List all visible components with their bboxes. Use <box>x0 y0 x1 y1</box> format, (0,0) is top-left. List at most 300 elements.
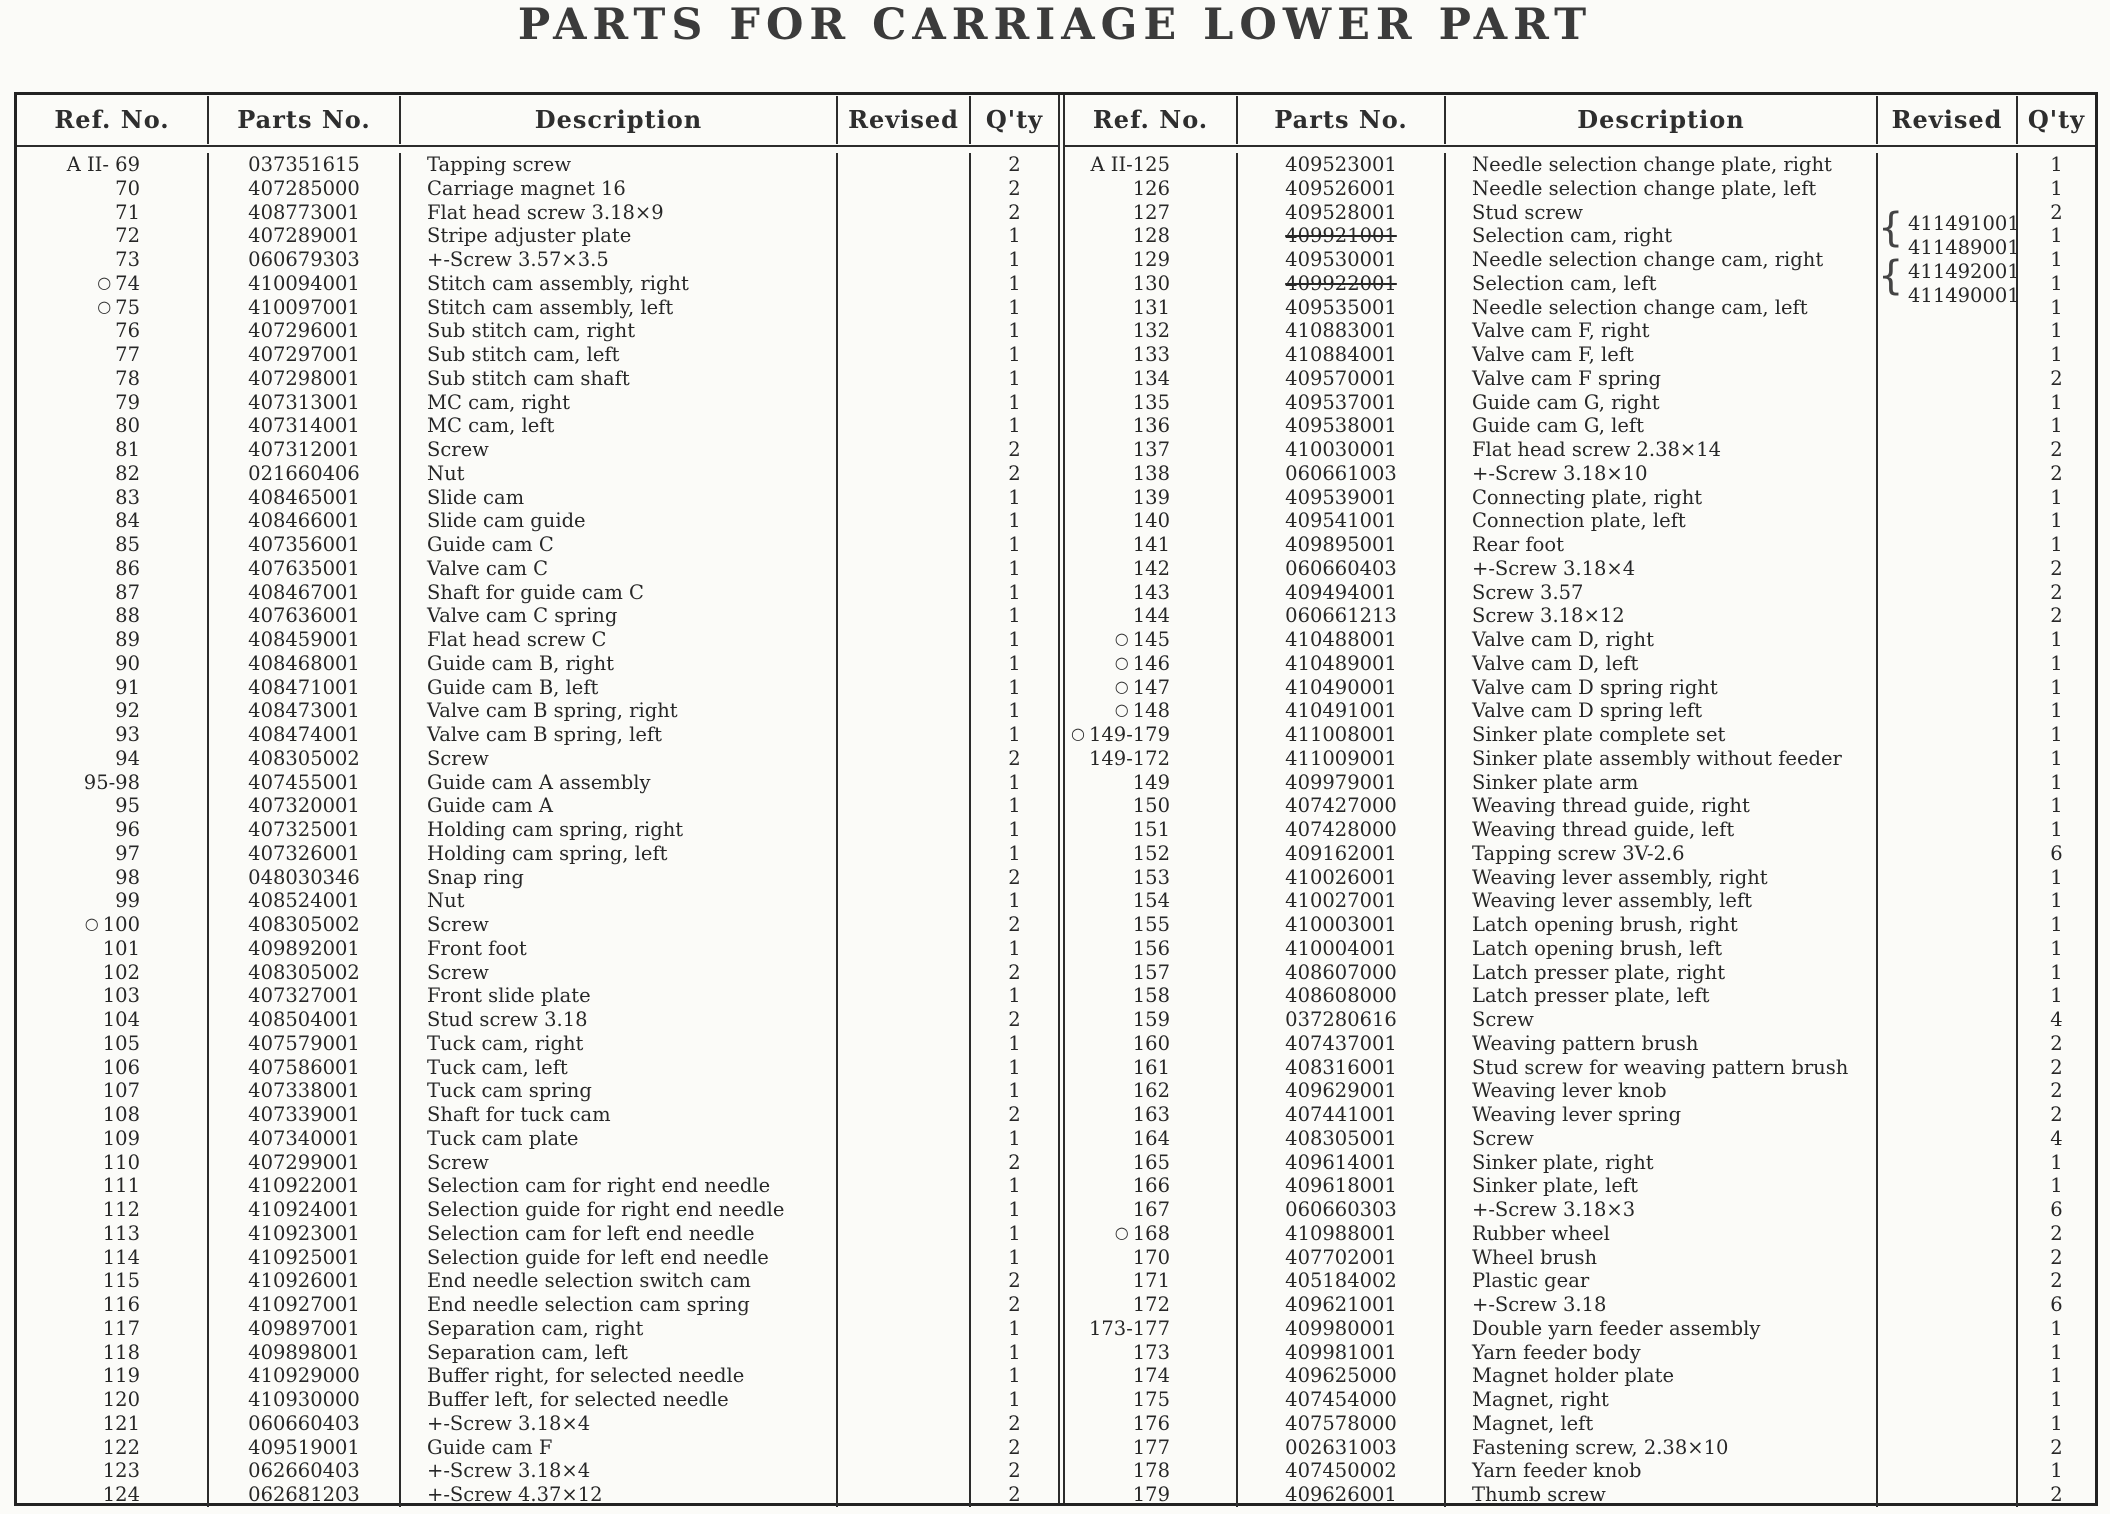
ref-cell: 122 <box>17 1436 209 1460</box>
parts-table <box>14 92 2098 1506</box>
parts-number: 407296001 <box>248 319 360 343</box>
revised-cell <box>838 1341 971 1365</box>
parts-number: 410883001 <box>1285 319 1397 343</box>
parts-number: 407338001 <box>248 1079 360 1103</box>
desc-cell: Valve cam C spring <box>401 604 838 628</box>
parts-cell <box>209 557 401 581</box>
parts-cell <box>209 676 401 700</box>
desc-cell: +-Screw 3.18×4 <box>401 1412 838 1436</box>
parts-number: 411009001 <box>1285 746 1397 770</box>
desc-cell: Screw 3.18×12 <box>1446 604 1878 628</box>
desc-cell: Magnet holder plate <box>1446 1364 1878 1388</box>
qty-cell: 1 <box>2050 1340 2063 1364</box>
parts-cell <box>1238 1364 1446 1388</box>
circle-marker-icon: ○ <box>1114 652 1129 672</box>
table-row <box>1065 1198 2095 1222</box>
desc-cell: Valve cam F, right <box>1446 319 1878 343</box>
desc-cell: Selection cam, left <box>1446 272 1878 296</box>
qty-cell: 1 <box>2050 1150 2063 1174</box>
qty-cell: 2 <box>1008 153 1021 176</box>
parts-cell <box>209 1483 401 1507</box>
parts-cell <box>1238 462 1446 486</box>
table-row <box>17 1412 1058 1436</box>
revised-cell <box>838 343 971 367</box>
qty-cell: 2 <box>2050 461 2063 485</box>
table-row <box>1065 818 2095 842</box>
qty-cell: 1 <box>1008 1198 1021 1221</box>
table-row <box>17 272 1058 296</box>
ref-cell: 123 <box>17 1459 209 1483</box>
ref-cell: 137 <box>1065 438 1238 462</box>
qty-cell: 1 <box>2050 699 2063 723</box>
table-row <box>1065 367 2095 391</box>
table-row <box>17 391 1058 415</box>
revised-cell <box>1878 604 2018 628</box>
qty-cell: 2 <box>1008 1293 1021 1316</box>
parts-number: 408305002 <box>248 960 360 984</box>
revised-cell <box>838 1436 971 1460</box>
ref-cell: 112 <box>17 1198 209 1222</box>
parts-cell <box>209 1293 401 1317</box>
ref-cell: 150 <box>1065 794 1238 818</box>
ref-cell: 142 <box>1065 557 1238 581</box>
revised-cell <box>1878 1127 2018 1151</box>
ref-cell: 117 <box>17 1317 209 1341</box>
desc-cell: Carriage magnet 16 <box>401 177 838 201</box>
table-row <box>1065 509 2095 533</box>
parts-number: 060660303 <box>1285 1198 1397 1221</box>
qty-cell: 2 <box>2050 200 2063 224</box>
revised-cell <box>1878 818 2018 842</box>
desc-cell: Sub stitch cam, left <box>401 343 838 367</box>
revised-pair-brace-icon: { <box>1878 252 1904 299</box>
revised-cell <box>1878 283 2020 320</box>
parts-cell <box>1238 1388 1446 1412</box>
parts-cell <box>1238 699 1446 723</box>
table-row <box>1065 1388 2095 1412</box>
table-row <box>1065 1412 2095 1436</box>
table-row <box>17 533 1058 557</box>
parts-cell <box>1238 1222 1446 1246</box>
parts-number: 060660403 <box>1285 556 1397 580</box>
revised-cell <box>1878 984 2018 1008</box>
desc-cell: Nut <box>401 462 838 486</box>
desc-cell: Holding cam spring, right <box>401 818 838 842</box>
ref-cell: 131 <box>1065 296 1238 320</box>
parts-cell <box>209 842 401 866</box>
ref-cell: 152 <box>1065 842 1238 866</box>
desc-cell: Valve cam B spring, right <box>401 699 838 723</box>
parts-number: 410094001 <box>248 271 360 295</box>
revised-cell <box>1878 842 2018 866</box>
parts-number: 410491001 <box>1285 699 1397 723</box>
parts-number: 409892001 <box>248 936 360 960</box>
revised-cell <box>838 248 971 272</box>
revised-cell <box>838 866 971 890</box>
ref-cell: 127 <box>1065 201 1238 225</box>
parts-number: 048030346 <box>248 865 360 889</box>
desc-cell: Fastening screw, 2.38×10 <box>1446 1436 1878 1460</box>
parts-number: 409618001 <box>1285 1174 1397 1198</box>
revised-cell <box>838 1317 971 1341</box>
qty-cell: 1 <box>1008 533 1021 556</box>
revised-cell <box>1878 486 2018 510</box>
desc-cell: Screw 3.57 <box>1446 581 1878 605</box>
parts-cell <box>209 367 401 391</box>
revised-cell <box>838 961 971 985</box>
revised-cell <box>838 723 971 747</box>
qty-cell: 1 <box>1008 248 1021 271</box>
ref-cell: 141 <box>1065 533 1238 557</box>
ref-cell: 165 <box>1065 1151 1238 1175</box>
desc-cell: Latch presser plate, left <box>1446 984 1878 1008</box>
qty-cell: 2 <box>2050 438 2063 461</box>
table-row <box>17 509 1058 533</box>
parts-cell <box>1238 319 1446 343</box>
table-row <box>1065 937 2095 961</box>
parts-number: 409162001 <box>1285 841 1397 865</box>
desc-cell: Selection guide for left end needle <box>401 1246 838 1270</box>
revised-cell <box>838 1174 971 1198</box>
parts-cell <box>209 201 401 225</box>
desc-cell: Guide cam C <box>401 533 838 557</box>
desc-cell: +-Screw 3.18×3 <box>1446 1198 1878 1222</box>
revised-cell <box>838 747 971 771</box>
parts-cell <box>209 628 401 652</box>
parts-number: 405184002 <box>1285 1269 1397 1293</box>
revised-cell <box>1878 771 2018 795</box>
parts-cell <box>209 794 401 818</box>
qty-cell: 1 <box>2050 414 2063 438</box>
ref-cell: 167 <box>1065 1198 1238 1222</box>
qty-cell: 1 <box>1008 580 1021 604</box>
ref-cell: 173-177 <box>1065 1317 1238 1341</box>
table-row <box>17 1483 1058 1507</box>
table-row <box>1065 866 2095 890</box>
table-row <box>17 296 1058 320</box>
parts-number: 408467001 <box>248 580 360 604</box>
parts-cell <box>209 913 401 937</box>
parts-cell <box>209 1436 401 1460</box>
ref-cell: 166 <box>1065 1174 1238 1198</box>
table-row <box>17 177 1058 201</box>
ref-cell: 85 <box>17 533 209 557</box>
desc-cell: Screw <box>1446 1127 1878 1151</box>
qty-cell: 1 <box>1008 628 1021 651</box>
revised-cell <box>1878 1269 2018 1293</box>
parts-number: 407586001 <box>248 1055 360 1079</box>
revised-cell <box>838 604 971 628</box>
revised-cell <box>838 438 971 462</box>
ref-cell: 126 <box>1065 177 1238 201</box>
parts-cell <box>209 1056 401 1080</box>
desc-cell: Sinker plate assembly without feeder <box>1446 747 1878 771</box>
desc-cell: Double yarn feeder assembly <box>1446 1317 1878 1341</box>
parts-cell <box>1238 343 1446 367</box>
revised-cell <box>1878 533 2018 557</box>
desc-cell: Needle selection change cam, right <box>1446 248 1878 272</box>
table-body <box>1065 147 2095 1507</box>
parts-cell <box>1238 937 1446 961</box>
table-row <box>1065 771 2095 795</box>
revised-pair-brace-icon: { <box>1878 205 1904 252</box>
revised-cell <box>838 391 971 415</box>
parts-cell <box>209 581 401 605</box>
ref-cell: 158 <box>1065 984 1238 1008</box>
revised-cell <box>838 272 971 296</box>
ref-cell: A II- 69 <box>17 153 209 177</box>
parts-cell <box>1238 533 1446 557</box>
desc-cell: Weaving thread guide, right <box>1446 794 1878 818</box>
qty-cell: 1 <box>1008 1221 1021 1245</box>
parts-cell <box>1238 177 1446 201</box>
revised-cell <box>838 1008 971 1032</box>
parts-cell <box>209 224 401 248</box>
ref-cell: 149-172 <box>1065 747 1238 771</box>
desc-cell: Sub stitch cam shaft <box>401 367 838 391</box>
revised-cell <box>1878 1032 2018 1056</box>
revised-cell <box>1878 509 2018 533</box>
ref-cell: 83 <box>17 486 209 510</box>
qty-cell: 1 <box>1008 1055 1021 1079</box>
parts-number: 409979001 <box>1285 770 1397 794</box>
desc-cell: Flat head screw 2.38×14 <box>1446 438 1878 462</box>
table-row <box>17 604 1058 628</box>
parts-number: 407702001 <box>1285 1245 1397 1269</box>
parts-number: 409621001 <box>1285 1293 1397 1316</box>
ref-cell: 87 <box>17 581 209 605</box>
qty-cell: 2 <box>1008 746 1021 770</box>
ref-cell: 70 <box>17 177 209 201</box>
ref-cell: 162 <box>1065 1079 1238 1103</box>
revised-cell <box>838 1198 971 1222</box>
ref-cell: 73 <box>17 248 209 272</box>
table-row <box>1065 628 2095 652</box>
parts-cell <box>1238 557 1446 581</box>
parts-cell <box>209 438 401 462</box>
parts-cell <box>209 177 401 201</box>
parts-number: 407635001 <box>248 556 360 580</box>
revised-cell <box>838 889 971 913</box>
table-row <box>17 414 1058 438</box>
desc-cell: Guide cam B, left <box>401 676 838 700</box>
table-row <box>1065 747 2095 771</box>
table-row <box>1065 581 2095 605</box>
revised-cell <box>838 1127 971 1151</box>
parts-number: 409626001 <box>1285 1483 1397 1506</box>
revised-cell <box>838 414 971 438</box>
qty-cell: 2 <box>2050 604 2063 628</box>
qty-cell: 1 <box>2050 295 2063 319</box>
parts-cell <box>1238 984 1446 1008</box>
table-row <box>17 818 1058 842</box>
desc-cell: Yarn feeder knob <box>1446 1459 1878 1483</box>
table-row <box>17 1269 1058 1293</box>
qty-cell: 1 <box>2050 485 2063 509</box>
ref-cell: 107 <box>17 1079 209 1103</box>
revised-cell <box>838 1079 971 1103</box>
desc-cell: Stitch cam assembly, right <box>401 272 838 296</box>
desc-cell: Separation cam, right <box>401 1317 838 1341</box>
parts-number: 408465001 <box>248 485 360 509</box>
qty-cell: 1 <box>1008 485 1021 509</box>
ref-cell: 92 <box>17 699 209 723</box>
ref-cell: 115 <box>17 1269 209 1293</box>
revised-cell <box>1878 1317 2018 1341</box>
ref-cell: ○ 147 <box>1065 676 1238 700</box>
table-row <box>1065 984 2095 1008</box>
revised-cell <box>838 177 971 201</box>
ref-cell: 82 <box>17 462 209 486</box>
parts-number: 062660403 <box>248 1459 360 1483</box>
qty-cell: 1 <box>1008 936 1021 960</box>
ref-cell: 71 <box>17 201 209 225</box>
revised-cell <box>838 1412 971 1436</box>
parts-number: 408773001 <box>248 200 360 224</box>
parts-number: 410927001 <box>248 1293 360 1316</box>
revised-cell <box>838 676 971 700</box>
qty-cell: 1 <box>2050 818 2063 841</box>
table-row <box>1065 1079 2095 1103</box>
parts-cell <box>1238 1174 1446 1198</box>
qty-cell: 1 <box>2050 343 2063 366</box>
parts-number: 411008001 <box>1285 723 1397 746</box>
table-row <box>1065 699 2095 723</box>
ref-cell: 175 <box>1065 1388 1238 1412</box>
parts-cell <box>1238 1127 1446 1151</box>
desc-cell: Weaving lever spring <box>1446 1103 1878 1127</box>
qty-cell: 2 <box>1008 438 1021 461</box>
revised-cell <box>1878 153 2018 177</box>
ref-cell: 164 <box>1065 1127 1238 1151</box>
ref-cell: 163 <box>1065 1103 1238 1127</box>
parts-cell <box>1238 889 1446 913</box>
parts-number: 037280616 <box>1285 1008 1397 1031</box>
qty-cell: 1 <box>1008 1174 1021 1198</box>
revised-cell <box>1878 1103 2018 1127</box>
ref-cell: 104 <box>17 1008 209 1032</box>
qty-cell: 2 <box>1008 1008 1021 1031</box>
revised-cell <box>838 937 971 961</box>
parts-cell <box>209 343 401 367</box>
parts-number: 407285000 <box>248 176 360 200</box>
ref-cell: 119 <box>17 1364 209 1388</box>
parts-cell <box>1238 391 1446 415</box>
revised-cell <box>838 201 971 225</box>
revised-cell <box>838 1103 971 1127</box>
parts-number: 410923001 <box>248 1221 360 1245</box>
desc-cell: Magnet, left <box>1446 1412 1878 1436</box>
revised-cell <box>838 652 971 676</box>
table-divider <box>1058 95 1065 1503</box>
desc-cell: Selection cam for right end needle <box>401 1174 838 1198</box>
parts-number: 407340001 <box>248 1126 360 1150</box>
parts-number: 410004001 <box>1285 936 1397 960</box>
ref-cell: 176 <box>1065 1412 1238 1436</box>
parts-number: 408524001 <box>248 889 360 913</box>
qty-cell: 1 <box>1008 794 1021 818</box>
ref-cell: 153 <box>1065 866 1238 890</box>
parts-number: 407298001 <box>248 366 360 390</box>
desc-cell: Tuck cam plate <box>401 1127 838 1151</box>
qty-cell: 1 <box>1008 1316 1021 1340</box>
qty-cell: 1 <box>1008 699 1021 723</box>
qty-cell: 2 <box>1008 461 1021 485</box>
ref-cell: 77 <box>17 343 209 367</box>
table-row <box>17 866 1058 890</box>
table-row <box>1065 723 2095 747</box>
table-row <box>1065 1127 2095 1151</box>
table-row <box>1065 961 2095 985</box>
desc-cell: Screw <box>1446 1008 1878 1032</box>
desc-cell: Stud screw <box>1446 201 1878 225</box>
ref-cell: 113 <box>17 1222 209 1246</box>
parts-number: 407450002 <box>1285 1459 1397 1483</box>
ref-cell: 114 <box>17 1246 209 1270</box>
ref-cell: 94 <box>17 747 209 771</box>
desc-cell: Latch presser plate, right <box>1446 961 1878 985</box>
parts-cell <box>209 1032 401 1056</box>
parts-cell <box>1238 1056 1446 1080</box>
parts-cell <box>209 771 401 795</box>
desc-cell: Latch opening brush, right <box>1446 913 1878 937</box>
revised-cell <box>838 818 971 842</box>
parts-cell <box>1238 367 1446 391</box>
revised-cell <box>1878 414 2018 438</box>
table-row <box>17 842 1058 866</box>
parts-cell <box>209 699 401 723</box>
parts-number: 408305002 <box>248 746 360 770</box>
ref-cell: 93 <box>17 723 209 747</box>
desc-cell: Selection cam for left end needle <box>401 1222 838 1246</box>
column-header-description: Description <box>1446 96 1878 144</box>
parts-cell <box>1238 961 1446 985</box>
table-row <box>17 367 1058 391</box>
parts-cell <box>1238 1341 1446 1365</box>
parts-cell <box>209 391 401 415</box>
ref-cell: ○ 145 <box>1065 628 1238 652</box>
parts-cell <box>1238 771 1446 795</box>
parts-cell <box>1238 1412 1446 1436</box>
qty-cell: 1 <box>2050 1388 2063 1411</box>
qty-cell: 1 <box>1008 1079 1021 1103</box>
parts-number: 409921001 <box>1285 224 1397 248</box>
desc-cell: Buffer right, for selected needle <box>401 1364 838 1388</box>
desc-cell: Connection plate, left <box>1446 509 1878 533</box>
revised-cell <box>1878 557 2018 581</box>
parts-cell <box>1238 652 1446 676</box>
qty-cell: 1 <box>2050 889 2063 913</box>
qty-cell: 2 <box>1008 1483 1021 1506</box>
ref-cell: 91 <box>17 676 209 700</box>
ref-cell: A II-125 <box>1065 153 1238 177</box>
parts-cell <box>209 1388 401 1412</box>
desc-cell: Stripe adjuster plate <box>401 224 838 248</box>
desc-cell: Tuck cam, left <box>401 1056 838 1080</box>
ref-cell: ○ 100 <box>17 913 209 937</box>
parts-number: 407428000 <box>1285 818 1397 841</box>
parts-number: 409530001 <box>1285 248 1397 271</box>
parts-number: 410929000 <box>248 1364 360 1388</box>
revised-cell <box>1878 367 2018 391</box>
desc-cell: Snap ring <box>401 866 838 890</box>
desc-cell: +-Screw 3.18×10 <box>1446 462 1878 486</box>
desc-cell: Tuck cam, right <box>401 1032 838 1056</box>
ref-cell: 99 <box>17 889 209 913</box>
ref-cell: 135 <box>1065 391 1238 415</box>
revised-cell <box>838 1269 971 1293</box>
ref-cell: 84 <box>17 509 209 533</box>
